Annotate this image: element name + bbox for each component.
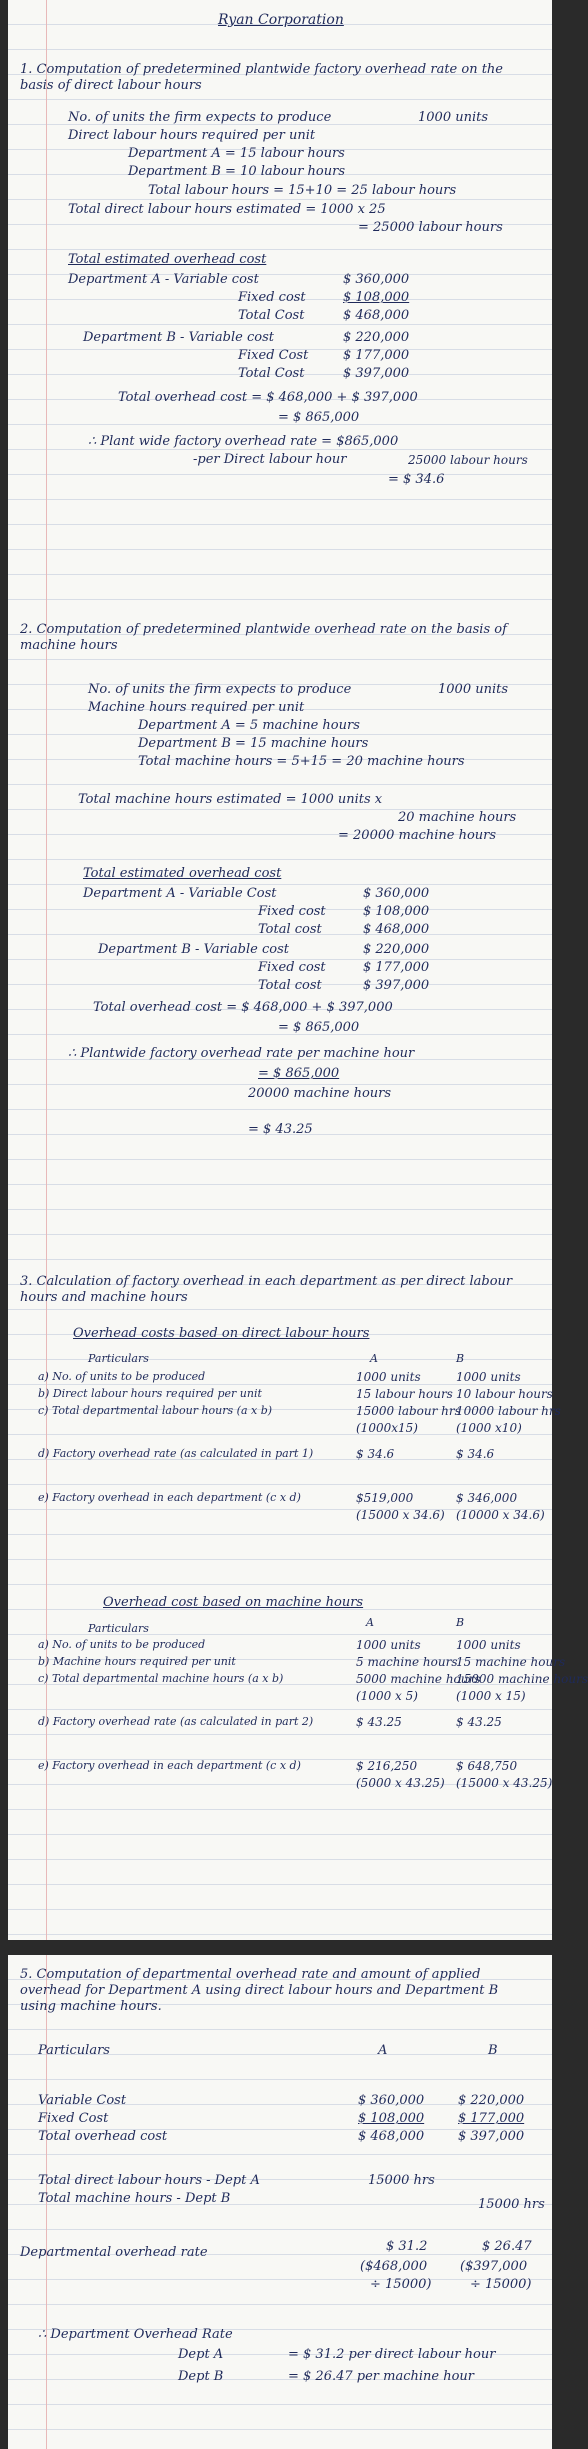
table-cell-b: (1000 x 15) [456,1689,526,1703]
p1-rate-label: ∴ Plant wide factory overhead rate = $865,000 [88,434,399,449]
table-cell-a: 15000 labour hrs [356,1404,461,1418]
p1-toh-title: Total estimated overhead cost [68,252,267,267]
p5-rate-a: $ 31.2 [386,2239,428,2254]
table-cell-a: $ 216,250 [356,1759,418,1773]
table-cell-b: 15 machine hours [456,1655,566,1669]
p3-col-b: B [456,1352,465,1365]
table-cell-b: $ 648,750 [456,1759,518,1773]
p3-table-labour [8,1370,561,1530]
p5-rate-a-f2: ÷ 15000) [370,2277,432,2292]
table-cell-a: 5000 machine hours [356,1672,481,1686]
table-cell-label: c) Total departmental machine hours (a x b) [38,1672,284,1685]
p3-col-a-2: A [366,1616,374,1629]
p2-toh-title: Total estimated overhead cost [83,866,282,881]
table-cell-b: 1000 units [456,1638,521,1652]
table-cell-a: (1000 x 5) [356,1689,418,1703]
p5-rate-b-f: ($397,000 [460,2259,528,2274]
p1-total-hrs: Total labour hours = 15+10 = 25 labour hours [148,183,457,198]
p2-a-var-v: $ 360,000 [363,886,430,901]
table-cell-b: (10000 x 34.6) [456,1508,545,1522]
p3-col-b-2: B [456,1616,465,1629]
p1-total-est: Total direct labour hours estimated = 1000 x 25 [68,202,386,217]
table-cell-b: $ 34.6 [456,1447,495,1461]
p2-b-var: Department B - Variable cost [98,942,289,957]
p5-var-b: $ 220,000 [458,2093,525,2108]
p5-col-a: A [378,2043,388,2058]
p5-fix-a: $ 108,000 [358,2111,425,2126]
p1-a-fix-v: $ 108,000 [343,290,410,305]
p5-rate-b: $ 26.47 [482,2239,532,2254]
p5-tot-a: $ 468,000 [358,2129,425,2144]
p1-req-label: Direct labour hours required per unit [68,128,316,143]
p1-units-label: No. of units the firm expects to produce [68,110,332,125]
p2-b-tot: Total cost [258,978,322,993]
table-cell-b: 10000 labour hrs [456,1404,561,1418]
notebook-page-1 [8,0,552,640]
p2-a-fix: Fixed cost [258,904,326,919]
p2-rate-label: ∴ Plantwide factory overhead rate per machine hour [68,1046,415,1061]
p5-tot: Total overhead cost [38,2129,168,2144]
p2-toc: Total overhead cost = $ 468,000 + $ 397,000 [93,1000,393,1015]
p5-mh: Total machine hours - Dept B [38,2191,231,2206]
p5-final-b: = $ 26.47 per machine hour [288,2369,475,2384]
p2-rate-num: = $ 865,000 [258,1066,340,1081]
p1-rate-den: -per Direct labour hour [193,452,347,467]
p3-table-machine [8,1638,588,1828]
p2-req-label: Machine hours required per unit [88,700,305,715]
p1-b-var: Department B - Variable cost [83,330,274,345]
p3-col-particulars: Particulars [88,1352,149,1365]
margin-line [46,1260,47,1940]
p3-t1-title: Overhead costs based on direct labour hours [73,1326,370,1341]
p2-total-est-b: 20 machine hours [398,810,517,825]
p1-heading: 1. Computation of predetermined plantwide factory overhead rate on the basis of direct labour hours [20,62,503,93]
p5-final: ∴ Department Overhead Rate [38,2327,233,2342]
notebook-page-3 [8,1260,588,1940]
p5-dlh: Total direct labour hours - Dept A [38,2173,260,2188]
table-cell-b: 10 labour hours [456,1387,553,1401]
p1-dept-a: Department A = 15 labour hours [128,146,345,161]
p5-rate: Departmental overhead rate [20,2245,208,2260]
table-cell-a: (1000x15) [356,1421,418,1435]
p2-a-tot: Total cost [258,922,322,937]
table-cell-b: $ 43.25 [456,1715,502,1729]
table-cell-label: b) Machine hours required per unit [38,1655,236,1668]
table-cell-label: d) Factory overhead rate (as calculated in part 2) [38,1715,314,1728]
p2-total-est2: = 20000 machine hours [338,828,497,843]
p2-b-var-v: $ 220,000 [363,942,430,957]
p5-rate-a-f: ($468,000 [360,2259,428,2274]
table-cell-a: 1000 units [356,1638,421,1652]
p5-mh-b: 15000 hrs [478,2197,545,2212]
p1-toc2: = $ 865,000 [278,410,360,425]
table-cell-label: d) Factory overhead rate (as calculated in part 1) [38,1447,314,1460]
p2-a-tot-v: $ 468,000 [363,922,430,937]
p1-b-tot-v: $ 397,000 [343,366,410,381]
p3-col-particulars-2: Particulars [88,1622,149,1635]
p1-a-var: Department A - Variable cost [68,272,259,287]
table-cell-a: $ 34.6 [356,1447,395,1461]
table-cell-a: $519,000 [356,1491,414,1505]
p1-toc: Total overhead cost = $ 468,000 + $ 397,000 [118,390,418,405]
p5-fix: Fixed Cost [38,2111,109,2126]
p2-dept-b: Department B = 15 machine hours [138,736,369,751]
p2-b-fix-v: $ 177,000 [363,960,430,975]
p5-var-a: $ 360,000 [358,2093,425,2108]
p5-fix-b: $ 177,000 [458,2111,525,2126]
p3-col-a: A [370,1352,378,1365]
p1-a-tot-v: $ 468,000 [343,308,410,323]
p5-dlh-a: 15000 hrs [368,2173,435,2188]
company-title: Ryan Corporation [218,12,344,28]
table-cell-b: 1000 units [456,1370,521,1384]
p3-heading: 3. Calculation of factory overhead in each department as per direct labour hours and machine hours [20,1274,513,1305]
p2-heading: 2. Computation of predetermined plantwide overhead rate on the basis of machine hours [20,622,507,653]
p2-rate-v: = $ 43.25 [248,1122,313,1137]
p1-b-tot: Total Cost [238,366,305,381]
p5-var: Variable Cost [38,2093,127,2108]
p1-units-value: 1000 units [418,110,489,125]
p2-units-value: 1000 units [438,682,509,697]
p1-rate-den-v: 25000 labour hours [408,453,528,467]
margin-line [46,610,47,1260]
p2-b-fix: Fixed cost [258,960,326,975]
table-cell-a: 1000 units [356,1370,421,1384]
p2-total-est: Total machine hours estimated = 1000 units x [78,792,383,807]
notebook-page-4 [8,1955,552,2449]
table-cell-b: 15000 machine hours [456,1672,588,1686]
p5-final-b-l: Dept B [178,2369,224,2384]
notebook-page-2 [8,610,552,1260]
p1-a-tot: Total Cost [238,308,305,323]
p5-rate-b-f2: ÷ 15000) [470,2277,532,2292]
p2-b-tot-v: $ 397,000 [363,978,430,993]
table-cell-label: a) No. of units to be produced [38,1638,206,1651]
p2-total-hrs: Total machine hours = 5+15 = 20 machine hours [138,754,465,769]
p3-t2-title: Overhead cost based on machine hours [103,1595,364,1610]
p5-col-particulars: Particulars [38,2043,110,2058]
table-cell-b: (15000 x 43.25) [456,1776,553,1790]
p1-rate-v: = $ 34.6 [388,472,445,487]
p1-total-est2: = 25000 labour hours [358,220,503,235]
p1-b-fix: Fixed Cost [238,348,309,363]
p5-final-a-l: Dept A [178,2347,224,2362]
p1-b-var-v: $ 220,000 [343,330,410,345]
p5-heading: 5. Computation of departmental overhead rate and amount of applied overhead for Department A using direct labour hours and Department B using machine hours. [20,1967,499,2014]
p2-units-label: No. of units the firm expects to produce [88,682,352,697]
p1-a-var-v: $ 360,000 [343,272,410,287]
table-cell-label: e) Factory overhead in each department (c x d) [38,1491,301,1504]
p2-toc2: = $ 865,000 [278,1020,360,1035]
table-cell-a: 5 machine hours [356,1655,458,1669]
table-cell-label: a) No. of units to be produced [38,1370,206,1383]
table-cell-label: c) Total departmental labour hours (a x b) [38,1404,273,1417]
table-cell-a: (5000 x 43.25) [356,1776,445,1790]
p5-tot-b: $ 397,000 [458,2129,525,2144]
p5-col-b: B [488,2043,498,2058]
table-cell-label: e) Factory overhead in each department (c x d) [38,1759,301,1772]
p2-a-var: Department A - Variable Cost [83,886,277,901]
table-cell-b: $ 346,000 [456,1491,518,1505]
table-cell-a: $ 43.25 [356,1715,402,1729]
p1-a-fix: Fixed cost [238,290,306,305]
p1-b-fix-v: $ 177,000 [343,348,410,363]
p5-final-a: = $ 31.2 per direct labour hour [288,2347,496,2362]
p2-rate-den: 20000 machine hours [248,1086,392,1101]
p2-dept-a: Department A = 5 machine hours [138,718,360,733]
table-cell-a: 15 labour hours [356,1387,453,1401]
table-cell-label: b) Direct labour hours required per unit [38,1387,262,1400]
table-cell-b: (1000 x10) [456,1421,522,1435]
p1-dept-b: Department B = 10 labour hours [128,164,345,179]
p2-a-fix-v: $ 108,000 [363,904,430,919]
margin-line [46,0,47,640]
table-cell-a: (15000 x 34.6) [356,1508,445,1522]
